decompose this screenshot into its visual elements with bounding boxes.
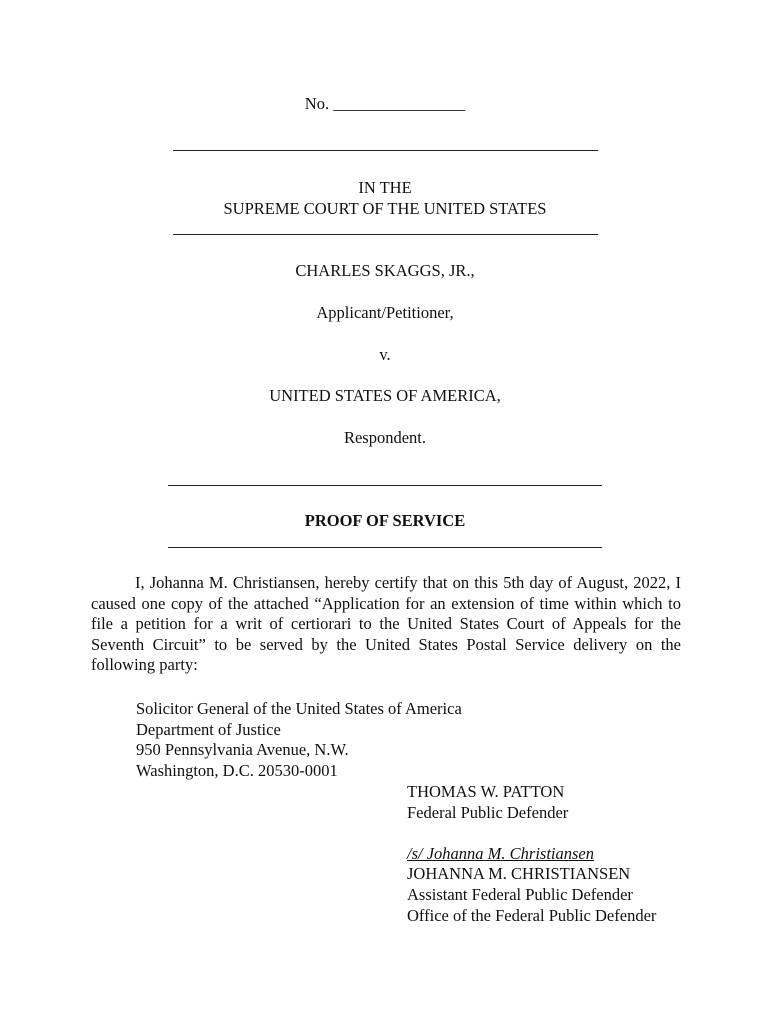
address-line: Department of Justice xyxy=(136,719,281,739)
court-line-2: SUPREME COURT OF THE UNITED STATES xyxy=(223,199,547,218)
docket-number: No. ________________ xyxy=(304,94,466,113)
divider-rule xyxy=(173,150,598,151)
signature-block xyxy=(407,782,656,926)
applicant-role: Applicant/Petitioner, xyxy=(316,303,454,322)
address-line: 950 Pennsylvania Avenue, N.W. xyxy=(136,740,349,760)
divider-rule xyxy=(173,234,598,235)
attorney-title: Assistant Federal Public Defender xyxy=(407,884,633,904)
respondent-role: Respondent. xyxy=(343,428,427,447)
defender-name: THOMAS W. PATTON xyxy=(407,782,565,801)
service-address xyxy=(136,699,462,781)
applicant-name: CHARLES SKAGGS, JR., xyxy=(295,261,475,280)
attorney-name: JOHANNA M. CHRISTIANSEN xyxy=(407,864,631,884)
address-line: Washington, D.C. 20530-0001 xyxy=(136,760,338,780)
defender-title: Federal Public Defender xyxy=(407,802,569,822)
electronic-signature-text: /s/ Johanna M. Christiansen xyxy=(407,843,595,863)
certification-text: I, Johanna M. Christiansen, hereby certify that on this 5th day of August, 2022, I caused one copy of the attached “Application for an extension of time within which to file a petition for a writ of certiorari to the United States Court of Appeals for the Seventh Circuit” to be served by the United States Postal Service delivery on the following party: xyxy=(91,573,681,675)
office-name: Office of the Federal Public Defender xyxy=(407,905,657,925)
court-line-1: IN THE xyxy=(358,178,412,197)
respondent-name: UNITED STATES OF AMERICA, xyxy=(269,386,501,405)
electronic-signature xyxy=(407,844,656,865)
divider-rule xyxy=(168,547,602,548)
certification-paragraph xyxy=(91,573,681,676)
document-title: PROOF OF SERVICE xyxy=(304,511,466,530)
spacer xyxy=(407,823,656,844)
address-line: Solicitor General of the United States of America xyxy=(136,699,462,718)
versus: v. xyxy=(379,345,391,364)
divider-rule xyxy=(168,485,602,486)
